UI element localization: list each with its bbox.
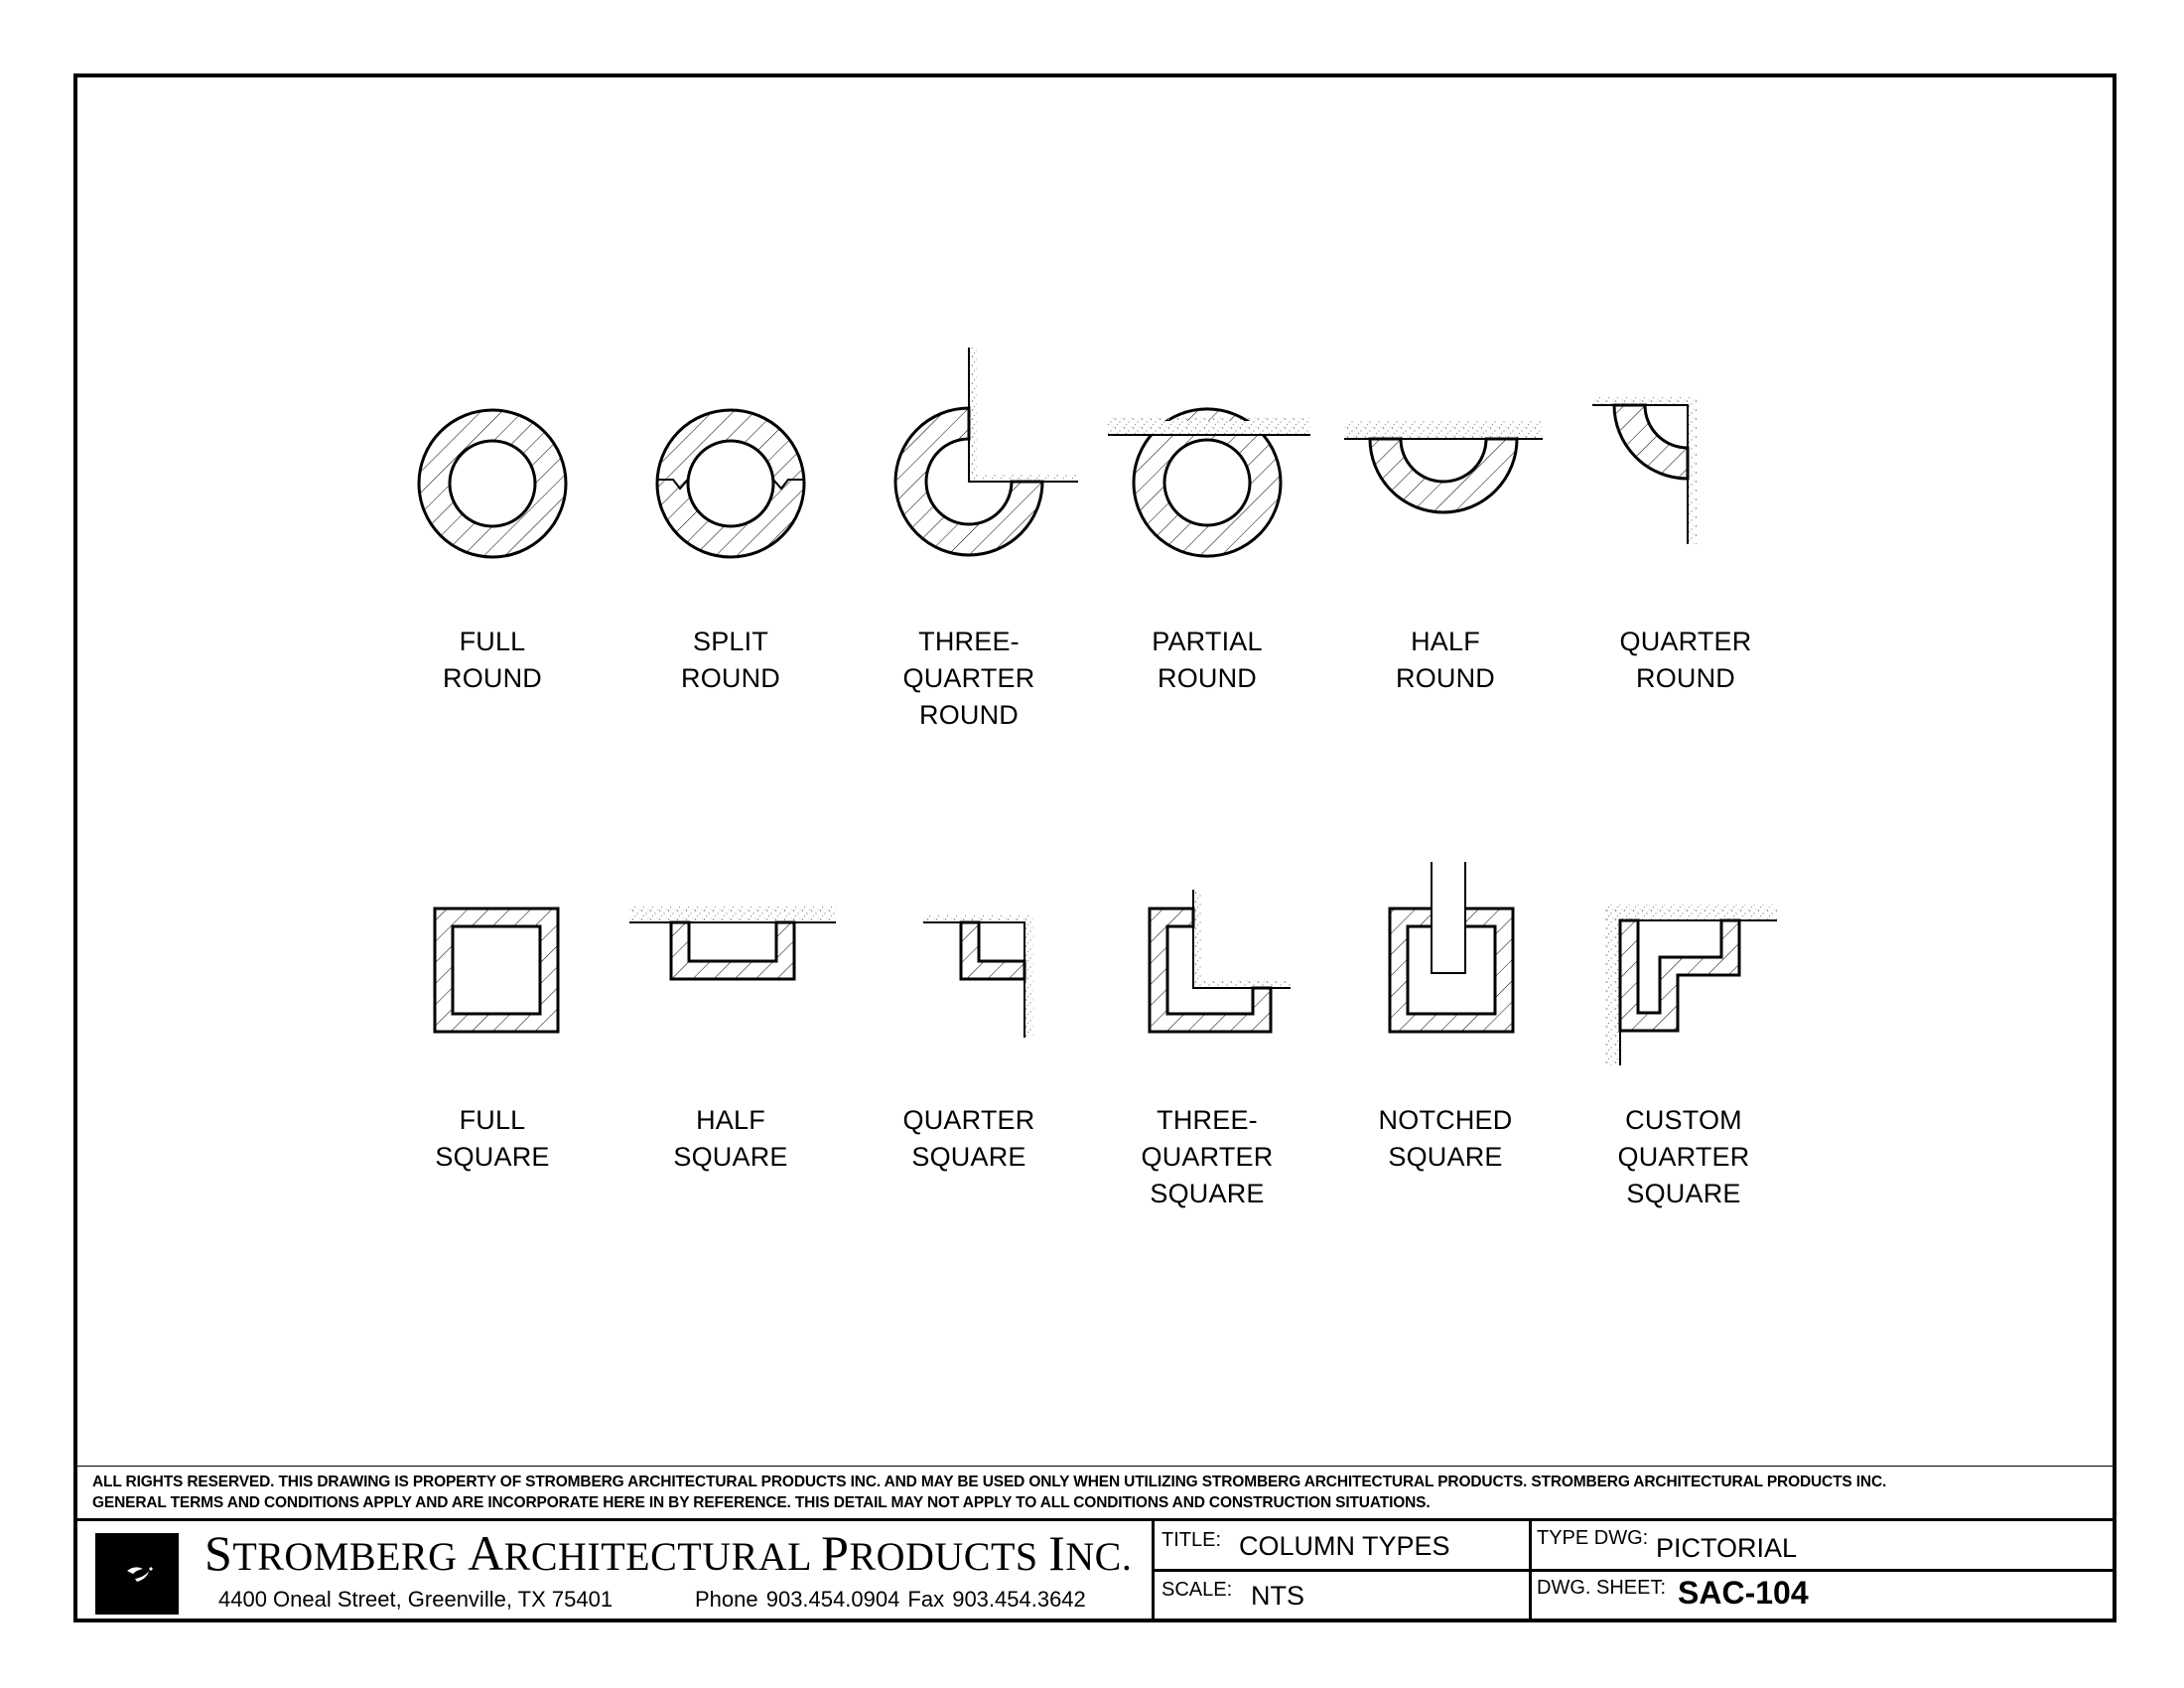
label-notched-square: NOTCHED SQUARE: [1378, 1105, 1513, 1172]
company-phone-fax: Phone 903.454.0904 Fax 903.454.3642: [695, 1587, 1086, 1612]
company-address: 4400 Oneal Street, Greenville, TX 75401: [218, 1587, 614, 1612]
label-quarter-round: QUARTER ROUND: [1619, 627, 1752, 693]
split-round-shape: [657, 410, 804, 557]
company-name-part: P: [821, 1525, 850, 1581]
label-quarter-square: QUARTER SQUARE: [902, 1105, 1035, 1172]
label-split-round: SPLIT ROUND: [681, 627, 780, 693]
label-three-quarter-round: THREE- QUARTER ROUND: [902, 627, 1035, 730]
scale-field-value: NTS: [1251, 1581, 1304, 1611]
three-quarter-square-shape: [1150, 890, 1291, 1032]
partial-round-shape: [1108, 409, 1310, 556]
label-full-square: FULL SQUARE: [435, 1105, 550, 1172]
quarter-round-shape: [1592, 397, 1698, 544]
quarter-square-shape: [923, 914, 1034, 1038]
title-block-divider: [77, 1518, 2113, 1521]
dwg-sheet-field-value: SAC-104: [1678, 1575, 1809, 1611]
column-types-drawing: [77, 77, 2113, 1468]
label-custom-quarter-square: CUSTOM QUARTER SQUARE: [1617, 1105, 1750, 1208]
company-name-part: RCHITECTURAL: [503, 1534, 822, 1579]
half-square-shape: [629, 906, 836, 979]
company-logo: [95, 1533, 179, 1615]
drawing-sheet: [73, 73, 2116, 1622]
label-partial-round: PARTIAL ROUND: [1152, 627, 1263, 693]
scale-field-label: SCALE:: [1161, 1579, 1233, 1601]
type-dwg-field-label: TYPE DWG:: [1537, 1527, 1649, 1549]
notice-divider: [77, 1466, 2113, 1467]
half-round-shape: [1344, 421, 1543, 512]
label-full-round: FULL ROUND: [443, 627, 542, 693]
dwg-sheet-field-label: DWG. SHEET:: [1537, 1577, 1667, 1599]
title-field-label: TITLE:: [1161, 1529, 1222, 1551]
company-name-part: A: [468, 1525, 504, 1581]
company-name-part: S: [205, 1525, 233, 1581]
label-half-square: HALF SQUARE: [673, 1105, 788, 1172]
title-field-value: COLUMN TYPES: [1239, 1531, 1450, 1561]
company-name-part: NC.: [1065, 1534, 1133, 1579]
rights-notice: ALL RIGHTS RESERVED. THIS DRAWING IS PROPERTY OF STROMBERG ARCHITECTURAL PRODUCTS INC. AND MAY BE USED ONLY WHEN UTILIZING STROMBERG ARCHITECTURAL PRODUCTS. STROMBERG ARCHITECTURAL PRODUCTS INC. GENERAL TERMS AND CONDITIONS APPLY AND ARE INCORPORATE HERE IN BY REFERENCE. THIS DETAIL MAY NOT APPLY TO ALL CONDITIONS AND CONSTRUCTION SITUATIONS.: [92, 1474, 1887, 1511]
company-name-part: TROMBERG: [232, 1534, 469, 1579]
label-half-round: HALF ROUND: [1396, 627, 1495, 693]
label-three-quarter-square: THREE- QUARTER SQUARE: [1141, 1105, 1274, 1208]
company-name-part: I: [1048, 1525, 1066, 1581]
title-block-row-divider: [1152, 1569, 2113, 1572]
full-square-shape: [435, 909, 558, 1032]
notched-square-shape: [1390, 862, 1513, 1032]
bird-logo-icon: [95, 1533, 179, 1615]
type-dwg-field-value: PICTORIAL: [1656, 1533, 1798, 1563]
company-name: [205, 1524, 1132, 1586]
company-name-part: RODUCTS: [849, 1534, 1049, 1579]
full-round-shape: [419, 410, 566, 557]
custom-quarter-square-shape: [1604, 905, 1777, 1065]
three-quarter-round-shape: [895, 348, 1078, 555]
